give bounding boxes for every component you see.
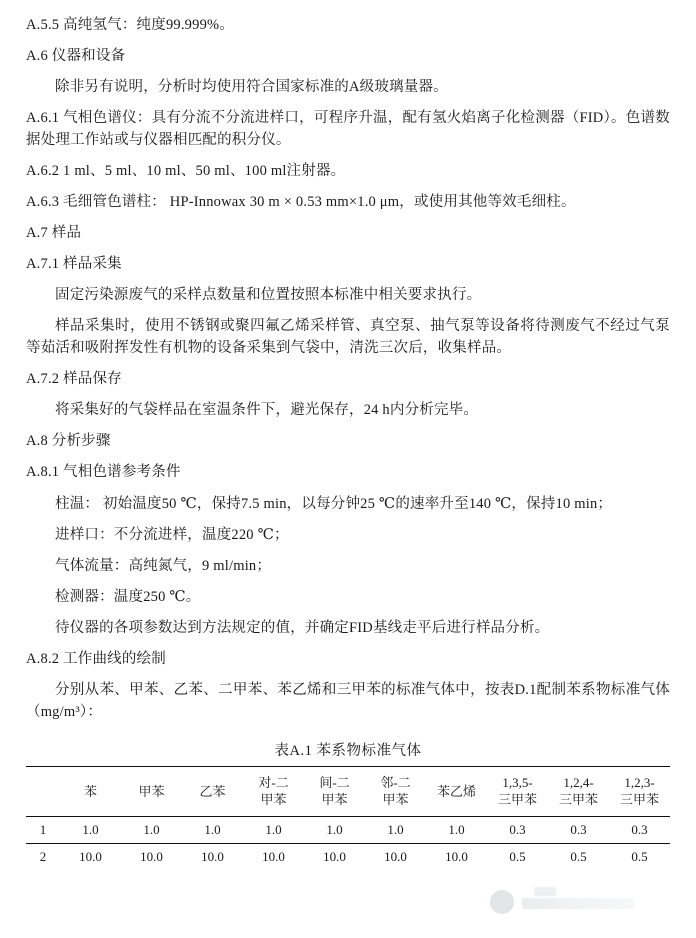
- watermark-mark-top: [534, 887, 556, 896]
- paragraph-a81-detector: 检测器：温度250 ℃。: [55, 588, 201, 605]
- cell-m-xylene: 1.0: [304, 816, 365, 843]
- heading-a72: A.7.2 样品保存: [26, 371, 122, 388]
- heading-a82: A.8.2 工作曲线的绘制: [26, 650, 166, 667]
- cell-o-xylene: 1.0: [365, 816, 426, 843]
- paragraph-a72-p1: 将采集好的气袋样品在室温条件下，避光保存，24 h内分析完毕。: [55, 402, 479, 419]
- heading-a7: A.7 样品: [26, 225, 82, 242]
- paragraph-a81-gas-flow: 气体流量：高纯氮气，9 ml/min；: [55, 557, 272, 574]
- table-header-o-xylene: 邻-二 甲苯: [365, 766, 426, 816]
- heading-a71: A.7.1 样品采集: [26, 256, 122, 273]
- heading-a81: A.8.1 气相色谱参考条件: [26, 464, 181, 481]
- paragraph-a61: A.6.1 气相色谱仪：具有分流不分流进样口，可程序升温，配有氢火焰离子化检测器（FID）。色谱数据处理工作站或与仪器相匹配的积分仪。: [26, 110, 670, 149]
- table-row: [26, 843, 670, 870]
- table-header-m-xylene: 间-二 甲苯: [304, 766, 365, 816]
- paragraph-a6-intro: 除非另有说明，分析时均使用符合国家标准的A级玻璃量器。: [55, 79, 448, 96]
- paragraph-a81-inlet: 进样口：不分流进样，温度220 ℃；: [55, 526, 289, 543]
- cell-benzene: 10.0: [60, 843, 121, 870]
- watermark-circle-icon: [490, 890, 514, 914]
- table-header-toluene: 甲苯: [121, 766, 182, 816]
- paragraph-a62: A.6.2 1 ml、5 ml、10 ml、50 ml、100 ml注射器。: [26, 163, 346, 180]
- cell-index: 2: [26, 843, 60, 870]
- paragraph-a81-column-temp: 柱温： 初始温度50 ℃，保持7.5 min，以每分钟25 ℃的速率升至140 ℃，保持10 min；: [55, 495, 613, 512]
- table-header-benzene: 苯: [60, 766, 121, 816]
- cell-styrene: 1.0: [426, 816, 487, 843]
- cell-m-xylene: 10.0: [304, 843, 365, 870]
- cell-styrene: 10.0: [426, 843, 487, 870]
- watermark-mark-text: [522, 898, 634, 909]
- table-header-p-xylene: 对-二 甲苯: [243, 766, 304, 816]
- cell-tmb124: 0.3: [548, 816, 609, 843]
- paragraph-a82-p1: 分别从苯、甲苯、乙苯、二甲苯、苯乙烯和三甲苯的标准气体中，按表D.1配制苯系物标准气体（mg/m³）：: [26, 681, 670, 720]
- heading-a8: A.8 分析步骤: [26, 433, 111, 450]
- document-body: [26, 14, 670, 723]
- cell-tmb124: 0.5: [548, 843, 609, 870]
- table-row: [26, 816, 670, 843]
- paragraph-a63: A.6.3 毛细管色谱柱： HP-Innowax 30 m × 0.53 mm×1.0 μm，或使用其他等效毛细柱。: [26, 194, 576, 211]
- paragraph-a81-note: 待仪器的各项参数达到方法规定的值，并确定FID基线走平后进行样品分析。: [55, 619, 550, 636]
- paragraph-a71-p2: 样品采集时，使用不锈钢或聚四氟乙烯采样管、真空泵、抽气泵等设备将待测废气不经过气泵等茹活和吸附挥发性有机物的设备采集到气袋中，清洗三次后，收集样品。: [26, 318, 670, 357]
- cell-p-xylene: 1.0: [243, 816, 304, 843]
- cell-ethylbenzene: 1.0: [182, 816, 243, 843]
- cell-o-xylene: 10.0: [365, 843, 426, 870]
- table-header-tmb135: 1,3,5- 三甲苯: [487, 766, 548, 816]
- benzene-standard-gas-table: [26, 766, 670, 870]
- cell-tmb123: 0.5: [609, 843, 670, 870]
- heading-a6: A.6 仪器和设备: [26, 48, 126, 65]
- cell-tmb135: 0.5: [487, 843, 548, 870]
- cell-ethylbenzene: 10.0: [182, 843, 243, 870]
- cell-p-xylene: 10.0: [243, 843, 304, 870]
- cell-benzene: 1.0: [60, 816, 121, 843]
- cell-toluene: 10.0: [121, 843, 182, 870]
- cell-toluene: 1.0: [121, 816, 182, 843]
- table-header-styrene: 苯乙烯: [426, 766, 487, 816]
- cell-index: 1: [26, 816, 60, 843]
- table-header-row: [26, 766, 670, 816]
- cell-tmb123: 0.3: [609, 816, 670, 843]
- watermark-logo: [490, 886, 640, 920]
- table-header-idx: [26, 766, 60, 816]
- table-header-tmb123: 1,2,3- 三甲苯: [609, 766, 670, 816]
- table-header-ethylbenzene: 乙苯: [182, 766, 243, 816]
- cell-tmb135: 0.3: [487, 816, 548, 843]
- paragraph-a71-p1: 固定污染源废气的采样点数量和位置按照本标准中相关要求执行。: [55, 287, 482, 304]
- table-header-tmb124: 1,2,4- 三甲苯: [548, 766, 609, 816]
- paragraph-a55: A.5.5 高纯氢气：纯度99.999%。: [26, 17, 234, 33]
- table-caption: 表A.1 苯系物标准气体: [274, 742, 422, 759]
